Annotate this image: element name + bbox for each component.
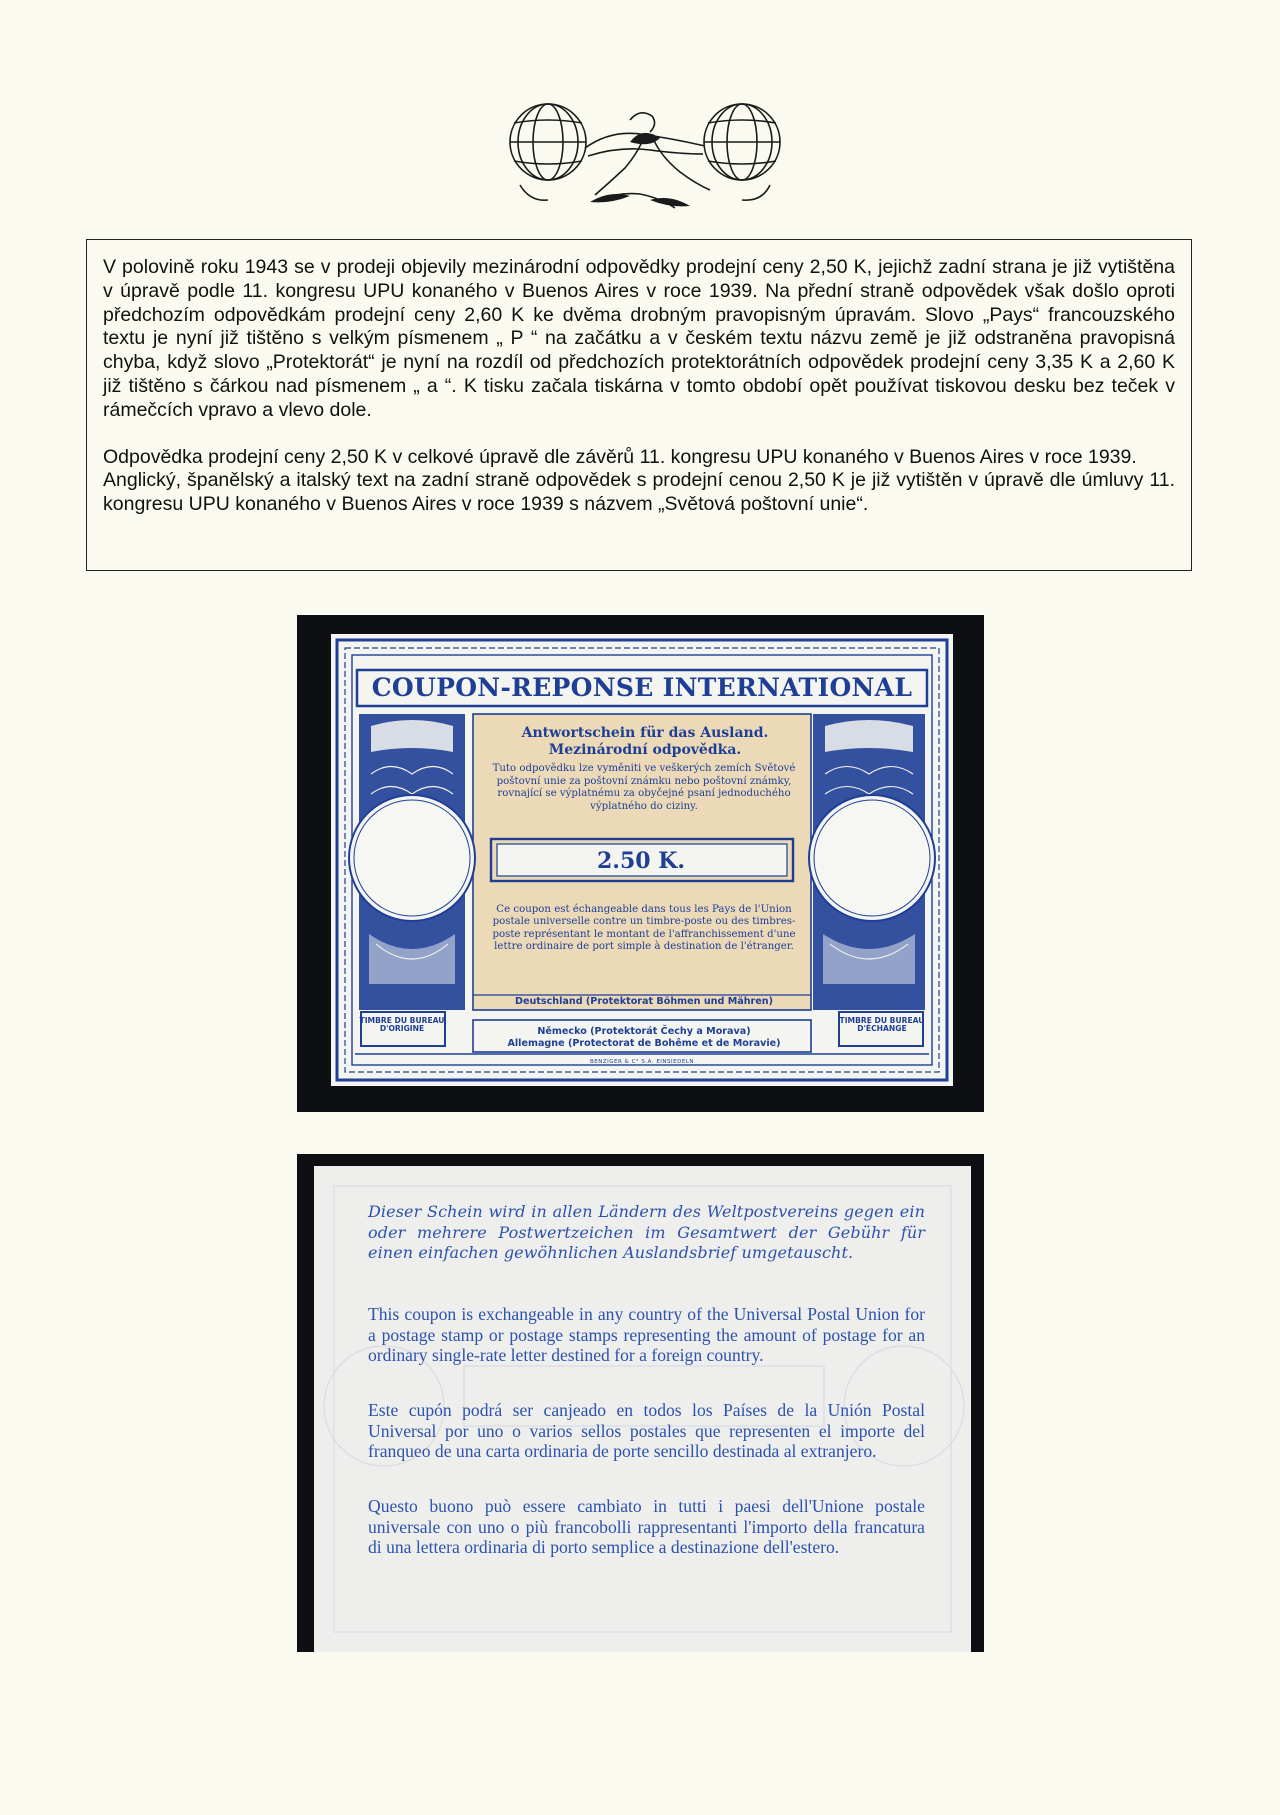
czech-heading: Mezinárodní odpovědka.: [548, 742, 742, 758]
coupon-back: [314, 1166, 971, 1652]
country-czech-french: [481, 1026, 807, 1049]
german-heading: Antwortschein für das Ausland.: [521, 725, 769, 741]
coupon-value: 2.50 K.: [596, 848, 686, 874]
description-paragraph-2: Odpovědka prodejní ceny 2,50 K v celkové úpravě dle závěrů 11. kongresu UPU konaného v Buenos Aires v roce 1939.: [103, 445, 1137, 468]
description-paragraph-3: Anglický, španělský a italský text na zadní straně odpovědek s prodejní cenou 2,50 K je již vytištěn v úpravě dle úmluvy 11. kongresu UPU konaného v Buenos Aires v roce 1939 s názvem „Světová poštovní unie“.: [103, 469, 1175, 516]
czech-body-text: Tuto odpovědku lze vyměniti ve veškerých zemích Světové poštovní unie za poštovní známku nebo poštovní známky, rovnající se výplatnému za obyčejné psaní jednoduchého výplatného do ciziny.: [492, 763, 796, 812]
coupon-front: [331, 634, 953, 1086]
origin-office-box: TIMBRE DU BUREAU D'ORIGINE: [359, 1016, 445, 1034]
description-paragraph-1: V polovině roku 1943 se v prodeji objevily mezinárodní odpovědky prodejní ceny 2,50 K, jejichž zadní strana je již vytištěna v úpravě podle 11. kongresu UPU konaného v Buenos Aires v roce 1939. Na přední straně odpovědek však došlo oproti předchozím odpovědkám prodejní ceny 2,60 K ke dvěma drobným pravopisným úpravám. Slovo „Pays“ francouzského textu je nyní již tištěno s velkým písmenem „ P “ na začátku a v českém textu názvu země je již odstraněna pravopisná chyba, když slovo „Protektorát“ je nyní na rozdíl od předchozích protektorátních odpovědek prodejní ceny 3,35 K a 2,60 K již tištěno s čárkou nad písmenem „ a “. K tisku začala tiskárna v tomto období opět používat tiskovou desku bez teček v rámečcích vpravo a vlevo dole.: [103, 256, 1175, 421]
printer-imprint: BENZIGER & C° S.A. EINSIEDELN: [589, 1059, 695, 1065]
upu-globes-emblem-icon: [500, 90, 790, 215]
french-body-text: Ce coupon est échangeable dans tous les Pays de l'Union postale universelle contre un timbre-poste ou des timbres-poste représentant le montant de l'affranchissement d'une lettre ordinaire de port simple à destination de l'étranger.: [492, 904, 796, 952]
description-box: [86, 239, 1192, 571]
country-german: Deutschland (Protektorat Böhmen und Mähren): [514, 996, 773, 1007]
exchange-office-box: TIMBRE DU BUREAU D'ÉCHANGE: [839, 1016, 925, 1034]
country-czech: Německo (Protektorát Čechy a Morava): [537, 1026, 751, 1037]
coupon-title: COUPON-REPONSE INTERNATIONAL: [371, 673, 913, 702]
back-italian-text: Questo buono può essere cambiato in tutti i paesi dell'Unione postale universale con uno o più francobolli rappresentanti l'importo della francatura di una lettera ordinaria di porto semplice a destinazione dell'estero.: [368, 1496, 925, 1558]
back-german-text: Dieser Schein wird in allen Ländern des Weltpostvereins gegen ein oder mehrere Postwertzeichen im Gesamtwert der Gebühr für einen einfachen gewöhnlichen Auslandsbrief umgetauscht.: [368, 1202, 925, 1263]
back-spanish-text: Este cupón podrá ser canjeado en todos los Países de la Unión Postal Universal por uno o varios sellos postales que representen el importe del franqueo de una carta ordinaria de porte sencillo destinada al extranjero.: [368, 1400, 925, 1462]
back-english-text: This coupon is exchangeable in any country of the Universal Postal Union for a postage stamp or postage stamps representing the amount of postage for an ordinary single-rate letter destined for a foreign country.: [368, 1304, 925, 1366]
country-french: Allemagne (Protectorat de Bohême et de Moravie): [507, 1037, 781, 1049]
